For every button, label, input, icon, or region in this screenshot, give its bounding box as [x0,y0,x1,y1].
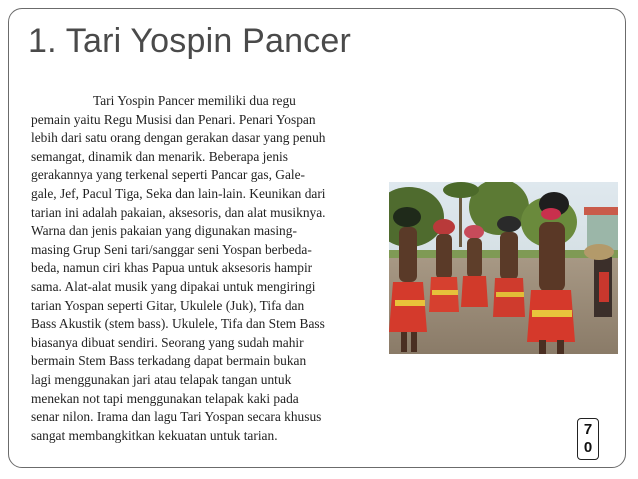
body-line: Warna dan jenis pakaian yang digunakan masing- [31,223,297,239]
body-line: semangat, dinamik dan menarik. Beberapa jenis [31,148,288,164]
body-line: Tari Yospin Pancer memiliki dua regu [93,93,296,108]
body-line: sangat membangkitkan kekuatan untuk tarian. [31,427,278,443]
body-line: menekan not tapi menggunakan telapak kaki pada [31,390,299,406]
body-line: gerakannya yang terkenal seperti Pancar gas, Gale- [31,167,306,183]
body-line: pemain yaitu Regu Musisi dan Penari. Penari Yospan [31,111,316,127]
body-line: lagi menggunakan jari atau telapak tangan untuk [31,371,292,387]
slide-title: 1. Tari Yospin Pancer [28,22,352,60]
page-number-badge [577,418,599,460]
body-line: beda, namun ciri khas Papua untuk aksesoris hampir [31,260,313,276]
body-line: gale, Jef, Pacul Tiga, Seka dan lain-lain. Keunikan dari [31,185,326,201]
body-line: masing Grup Seni tari/sanggar seni Yospan berbeda- [31,241,312,257]
body-line: lebih dari satu orang dengan gerakan dasar yang penuh [31,130,326,146]
body-line: sama. Alat-alat musik yang dipakai untuk mengiringi [31,278,316,294]
body-line: Bass Akustik (stem bass). Ukulele, Tifa dan Stem Bass [31,316,325,332]
body-line: tarian ini adalah pakaian, aksesoris, dan alat musiknya. [31,204,326,220]
body-line: senar nilon. Irama dan lagu Tari Yospan secara khusus [31,409,322,425]
dance-photo [389,182,618,354]
body-paragraph [31,92,389,445]
body-line: tarian Yospan seperti Gitar, Ukulele (Juk), Tifa dan [31,297,305,313]
body-line: bermain Stem Bass terkadang dapat bermain bukan [31,353,307,369]
body-line: biasanya dibuat sendiri. Seorang yang sudah mahir [31,334,304,350]
page-number-digit: 0 [583,439,593,456]
page-number-digit: 7 [583,421,593,438]
